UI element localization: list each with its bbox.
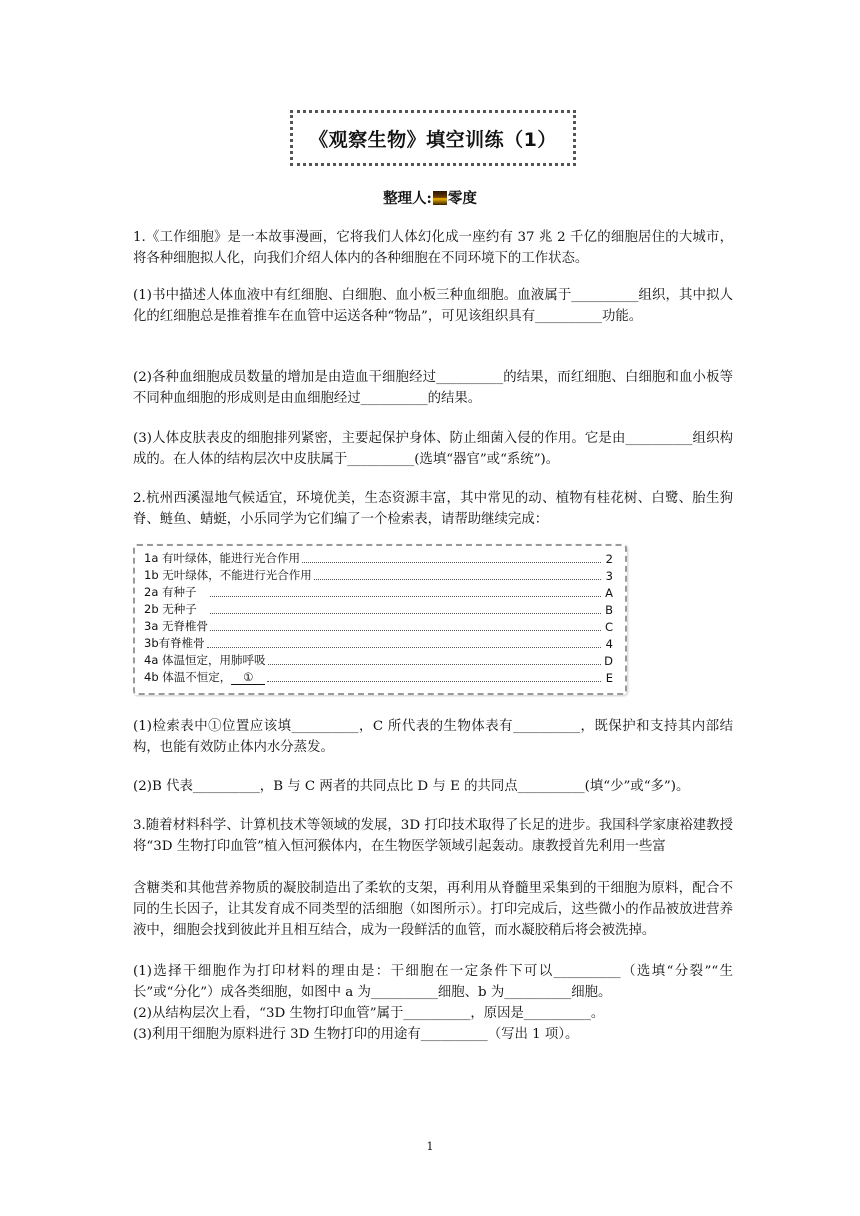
q3-part3: (3)利用干细胞为原料进行 3D 生物打印的用途有__________（写出 1 项）。 <box>133 1027 579 1042</box>
q1-part2: (2)各种血细胞成员数量的增加是由造血干细胞经过__________的结果，而红细胞、白细胞和血小板等不同种血细胞的形成则是由血细胞经过__________的结果。 <box>133 370 733 406</box>
compiler-label: 整理人: <box>383 190 432 207</box>
page-title <box>290 110 576 166</box>
q3-intro-b: 含糖类和其他营养物质的凝胶制造出了柔软的支架，再利用从脊髓里采集到的干细胞为原料，配合不同的生长因子，让其发育成不同类型的活细胞（如图所示）。打印完成后，这些微小的作品被放进营养液中，细胞会找到彼此并且相互结合，成为一段鲜活的血管，而水凝胶稍后将会被洗掉。 <box>133 881 733 938</box>
circle-blank: ① <box>231 670 265 685</box>
key-row: 3a 无脊椎骨 C <box>144 619 613 634</box>
q3-intro-a: 3.随着材料科学、计算机技术等领域的发展，3D 打印技术取得了长足的进步。我国科学家康裕建教授将“3D 生物打印血管”植入恒河猴体内，在生物医学领域引起轰动。康教授首先利用一些富 <box>133 818 733 854</box>
q1-part3: (3)人体皮肤表皮的细胞排列紧密，主要起保护身体、防止细菌入侵的作用。它是由__________组织构成的。在人体的结构层次中皮肤属于__________(选填“器官”或“系统”)。 <box>133 431 733 467</box>
q2-intro: 2.杭州西溪湿地气候适宜，环境优美，生态资源丰富，其中常见的动、植物有桂花树、白鹭、胎生狗脊、鲢鱼、蜻蜓，小乐同学为它们编了一个检索表，请帮助继续完成： <box>133 491 733 527</box>
title-text: 《观察生物》填空训练（1） <box>309 128 557 151</box>
q2-part2: (2)B 代表__________，B 与 C 两者的共同点比 D 与 E 的共同点__________(填“少”或“多”)。 <box>133 779 690 794</box>
key-row: 4b 体温不恒定， ① E <box>144 670 613 685</box>
compiler-name: 零度 <box>447 190 477 207</box>
key-row: 2b 无种子 B <box>144 602 613 617</box>
q1-intro: 1.《工作细胞》是一本故事漫画，它将我们人体幻化成一座约有 37 兆 2 千亿的细胞居住的大城市，将各种细胞拟人化，向我们介绍人体内的各种细胞在不同环境下的工作状态。 <box>133 230 733 266</box>
q3-part2: (2)从结构层次上看，“3D 生物打印血管”属于__________，原因是__________。 <box>133 1006 605 1021</box>
compiler-line <box>0 187 860 208</box>
key-row: 3b有脊椎骨 4 <box>144 636 613 651</box>
page-number: 1 <box>426 1140 434 1153</box>
q2-part1: (1)检索表中①位置应该填__________，C 所代表的生物体表有__________，既保护和支持其内部结构，也能有效防止体内水分蒸发。 <box>133 719 733 755</box>
key-row: 4a 体温恒定，用肺呼吸 D <box>144 653 613 668</box>
q3-part1: (1)选择干细胞作为打印材料的理由是：干细胞在一定条件下可以__________（选填“分裂”“生长”或“分化”）成各类细胞，如图中 a 为__________细胞、b 为__________细胞。 <box>133 964 733 1000</box>
sunset-icon <box>433 191 447 205</box>
key-row: 2a 有种子 A <box>144 585 613 600</box>
q1-part1: (1)书中描述人体血液中有红细胞、白细胞、血小板三种血细胞。血液属于__________组织，其中拟人化的红细胞总是推着推车在血管中运送各种“物品”，可见该组织具有__________功能。 <box>133 288 733 324</box>
key-row: 1b 无叶绿体，不能进行光合作用 3 <box>144 568 613 583</box>
dichotomous-key <box>133 544 627 695</box>
key-row: 1a 有叶绿体，能进行光合作用 2 <box>144 551 613 566</box>
